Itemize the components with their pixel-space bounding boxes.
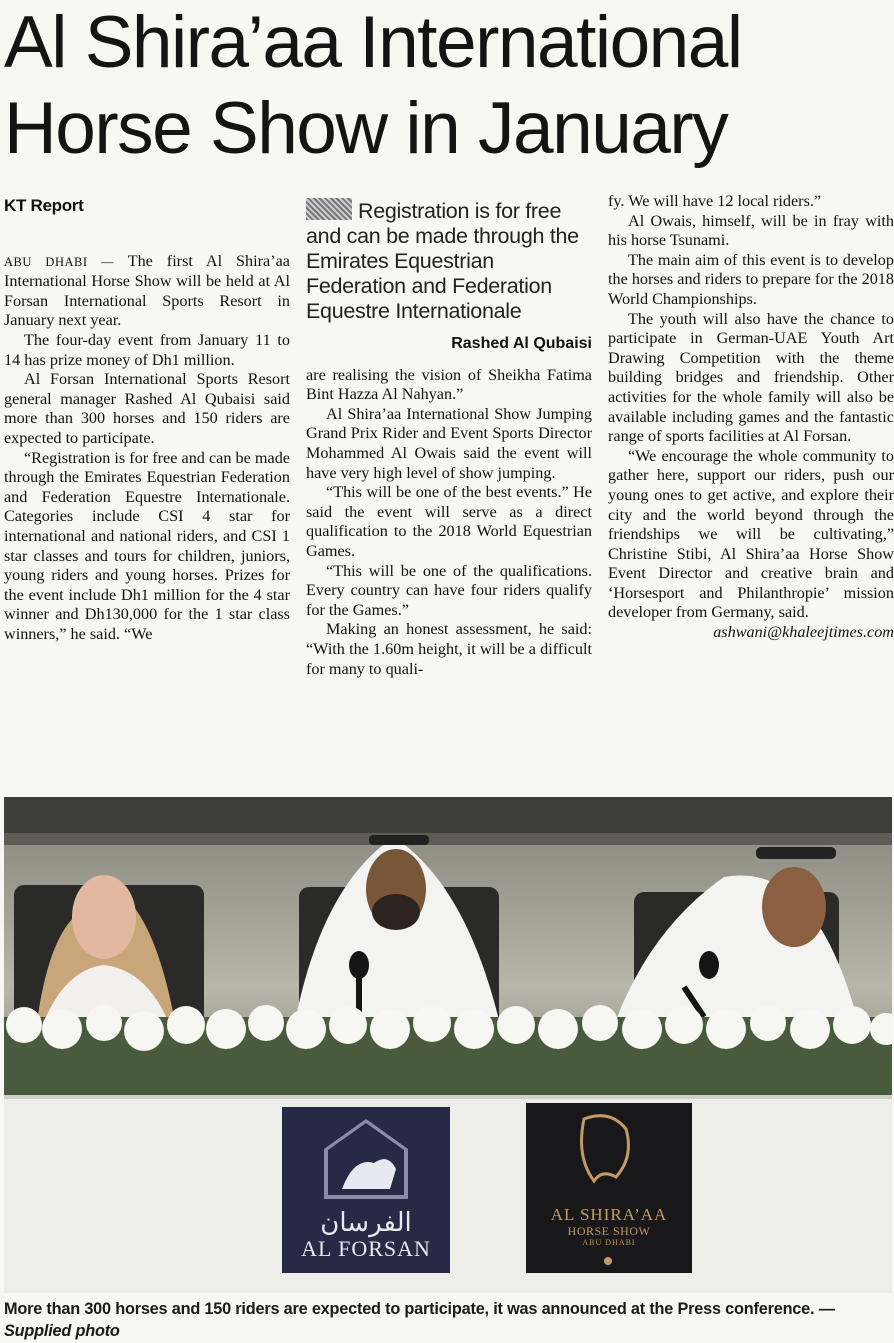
- body-text: The first Al Shira’aa International Horse Show will be held at Al Forsan International Sports Resort in January next year.: [4, 251, 290, 330]
- photo-caption: [4, 1298, 890, 1342]
- body-paragraph: Al Shira’aa International Show Jumping Grand Prix Rider and Event Sports Director Mohammed Al Owais said the event will have very high level of show jumping.: [306, 404, 592, 482]
- banner-shiraaa-line-2: HORSE SHOW: [567, 1224, 651, 1238]
- article-column-3: [608, 192, 894, 643]
- banner-al-shiraaa: [526, 1205, 692, 1248]
- dateline: ABU DHABI —: [4, 254, 115, 269]
- banner-al-forsan: [282, 1209, 450, 1261]
- body-paragraph: Making an honest assessment, he said: “With the 1.60m height, it will be a difficult for many to quali-: [306, 620, 592, 678]
- body-paragraph: are realising the vision of Sheikha Fatima Bint Hazza Al Nahyan.”: [306, 365, 592, 404]
- body-paragraph: The youth will also have the chance to participate in German-UAE Youth Art Drawing Competition with the theme building bridges and friendship. Other activities for the whole family will also be available including games and the fantastic range of sports facilities at Al Forsan.: [608, 309, 894, 446]
- pull-quote: [306, 198, 592, 324]
- banner-shiraaa-line-1: AL SHIRA’AA: [550, 1205, 668, 1224]
- press-conference-photo: [4, 797, 892, 1293]
- body-paragraph: fy. We will have 12 local riders.”: [608, 192, 822, 210]
- headline-line-1: Al Shira’aa International: [4, 2, 742, 83]
- quote-mark-icon: [306, 198, 352, 220]
- pull-quote-credit: Rashed Al Qubaisi: [451, 335, 592, 352]
- pull-quote-text: Registration is for free and can be made through the Emirates Equestrian Federation and Federation Equestre Internationale: [306, 199, 579, 323]
- caption-text: More than 300 horses and 150 riders are expected to participate, it was announced at the Press conference.: [4, 1300, 815, 1318]
- article-column-1: [4, 192, 290, 644]
- body-paragraph: “We encourage the whole community to gather here, support our riders, push our young ones to get active, and explore their city and the world beyond through the friendships we will be cultivating,” Christine Stibi, Al Shira’aa Horse Show Event Director and creative brain and ‘Horsesport and Philanthropie’ mission developer from Germany, said.: [608, 446, 894, 622]
- headline: [4, 0, 894, 172]
- body-paragraph: “This will be one of the best events.” He said the event will serve as a direct qualification to the 2018 World Equestrian Games.: [306, 483, 592, 560]
- article-column-2: [306, 192, 592, 679]
- byline: KT Report: [4, 196, 84, 215]
- banner-shiraaa-line-3: ABU DHABI: [582, 1238, 636, 1247]
- body-paragraph: The four-day event from January 11 to 14 has prize money of Dh1 million.: [4, 330, 290, 369]
- body-paragraph: “This will be one of the qualifications. Every country can have four riders qualify for the Games.”: [306, 561, 592, 619]
- body-paragraph: Al Forsan International Sports Resort general manager Rashed Al Qubaisi said more than 300 horses and 150 riders are expected to participate.: [4, 370, 290, 447]
- body-paragraph: Al Owais, himself, will be in fray with his horse Tsunami.: [608, 211, 894, 250]
- headline-line-2: Horse Show in January: [4, 88, 728, 169]
- banner-arabic-text: الفرسان: [320, 1208, 412, 1238]
- author-email: ashwani@khaleejtimes.com: [713, 623, 894, 642]
- banner-al-forsan-text: AL FORSAN: [301, 1236, 431, 1261]
- body-paragraph: “Registration is for free and can be made through the Emirates Equestrian Federation and Federation Equestre Internationale. Categories include CSI 4 star for international and national riders, and CSI 1 star classes and tours for children, juniors, young riders and young horses. Prizes for the event include Dh1 million for the 4 star winner and Dh130,000 for the 1 star class winners,” he said. “We: [4, 448, 290, 643]
- lede-paragraph: [4, 252, 290, 331]
- caption-credit: — Supplied photo: [4, 1300, 835, 1340]
- body-paragraph: The main aim of this event is to develop the horses and riders to prepare for the 2018 World Championships.: [608, 250, 894, 308]
